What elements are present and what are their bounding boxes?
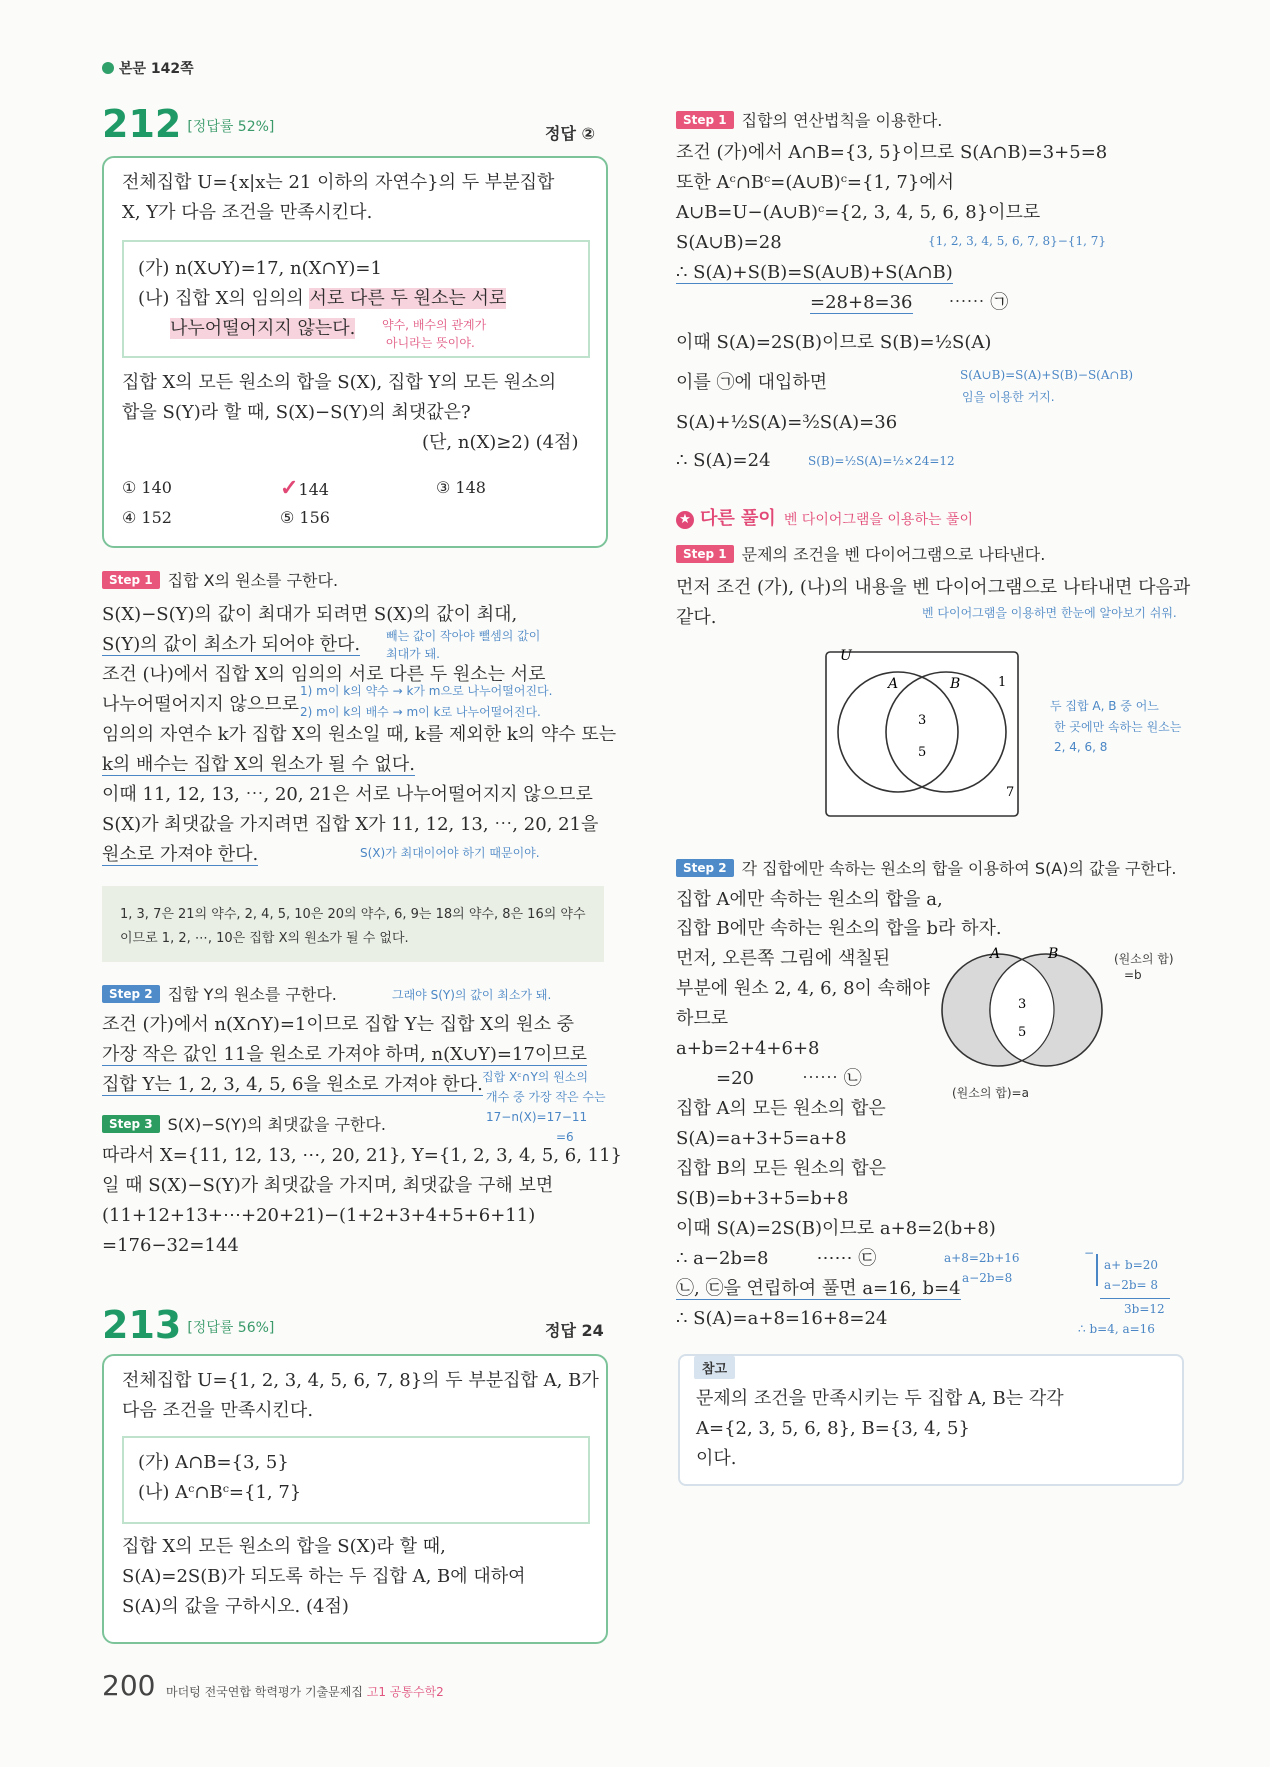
gray-note-text: 1, 3, 7은 21의 약수, 2, 4, 5, 10은 20의 약수, 6, 9는 18의 약수, 8은 16의 약수	[120, 907, 586, 922]
solution-line: 원소로 가져야 한다.	[102, 844, 259, 865]
step-3-header: Step 3 S(X)−S(Y)의 최댓값을 구한다.	[102, 1112, 386, 1135]
choice-5: ⑤ 156	[280, 508, 330, 527]
page-number: 200	[102, 1669, 156, 1702]
margin-note: 그래야 S(Y)의 값이 최소가 돼.	[392, 988, 552, 1002]
gray-note-box	[102, 886, 604, 962]
problem-number: 212	[102, 102, 182, 146]
question-text: 전체집합 U={1, 2, 3, 4, 5, 6, 7, 8}의 두 부분집합 A, B가	[122, 1370, 599, 1391]
margin-note: a−2b=8	[962, 1271, 1013, 1285]
question-text: 합을 S(Y)라 할 때, S(X)−S(Y)의 최댓값은?	[122, 402, 471, 423]
question-text: 집합 X의 모든 원소의 합을 S(X), 집합 Y의 모든 원소의	[122, 372, 557, 393]
solution-line: 조건 (가)에서 A∩B={3, 5}이므로 S(A∩B)=3+5=8	[676, 142, 1108, 163]
solution-line: 집합 A의 모든 원소의 합은	[676, 1098, 886, 1119]
element-7: 7	[1006, 785, 1015, 800]
margin-note: {1, 2, 3, 4, 5, 6, 7, 8}−{1, 7}	[928, 234, 1106, 248]
solution-line: =28+8=36	[810, 292, 913, 313]
solution-line: 따라서 X={11, 12, 13, ⋯, 20, 21}, Y={1, 2, 3, 4, 5, 6, 11}	[102, 1145, 623, 1166]
solution-line: (11+12+13+⋯+20+21)−(1+2+3+4+5+6+11)	[102, 1205, 536, 1226]
circle-icon	[102, 62, 114, 74]
solution-line: 이때 S(A)=2S(B)이므로 a+8=2(b+8)	[676, 1218, 996, 1239]
question-text: 전체집합 U={x|x는 21 이하의 자연수}의 두 부분집합	[122, 172, 555, 193]
margin-note: 2) m이 k의 배수 → m이 k로 나누어떨어진다.	[300, 705, 541, 719]
answer-label: 정답 ②	[545, 124, 596, 143]
solution-line: A∪B=U−(A∪B)ᶜ={2, 3, 4, 5, 6, 8}이므로	[676, 202, 1041, 223]
solution-line: 집합 A에만 속하는 원소의 합을 a,	[676, 889, 943, 910]
solution-line: S(X)가 최댓값을 가지려면 집합 X가 11, 12, 13, ⋯, 20, 21을	[102, 814, 599, 835]
solution-line: 집합 B에만 속하는 원소의 합을 b라 하자.	[676, 918, 1002, 939]
calc-line: a−2b= 8	[1104, 1278, 1159, 1292]
step-1-header: Step 1 집합 X의 원소를 구한다.	[102, 568, 338, 591]
solution-line: =20 ⋯⋯ ㉡	[716, 1068, 862, 1089]
correct-rate: [정답률 52%]	[187, 119, 275, 135]
solution-line: ∴ S(A)=a+8=16+8=24	[676, 1308, 888, 1329]
footer-title: 마더텅 전국연합 학력평가 기출문제집 고1 공통수학2	[166, 1685, 444, 1699]
solution-line: 같다.	[676, 607, 717, 628]
margin-note: 1) m이 k의 약수 → k가 m으로 나누어떨어진다.	[300, 684, 553, 698]
solution-line: 조건 (가)에서 n(X∩Y)=1이므로 집합 Y는 집합 X의 원소 중	[102, 1014, 575, 1035]
condition-b-cont: 나누어떨어지지 않는다.	[170, 318, 356, 339]
solution-line: 집합 Y는 1, 2, 3, 4, 5, 6을 원소로 가져야 한다.	[102, 1074, 483, 1095]
solution-line: 가장 작은 값인 11을 원소로 가져야 하며, n(X∪Y)=17이므로	[102, 1044, 588, 1065]
margin-note: S(B)=½S(A)=½×24=12	[808, 454, 955, 468]
calc-line: a+ b=20	[1104, 1258, 1159, 1272]
reference-line: A={2, 3, 5, 6, 8}, B={3, 4, 5}	[696, 1418, 970, 1439]
label-b: B	[950, 676, 961, 692]
element-5: 5	[918, 745, 927, 760]
venn-sum-a: (원소의 합)=a	[952, 1086, 1029, 1100]
question-text: S(A)의 값을 구하시오. (4점)	[122, 1596, 349, 1617]
margin-note: 개수 중 가장 작은 수는	[486, 1090, 606, 1104]
solution-line: ∴ S(A)+S(B)=S(A∪B)+S(A∩B)	[676, 262, 953, 283]
solution-line: 일 때 S(X)−S(Y)가 최댓값을 가지며, 최댓값을 구해 보면	[102, 1175, 554, 1196]
margin-note: 17−n(X)=17−11	[486, 1110, 588, 1124]
question-text: 다음 조건을 만족시킨다.	[122, 1400, 314, 1421]
calc-bracket	[1096, 1254, 1098, 1286]
alt-step-2-header: Step 2 각 집합에만 속하는 원소의 합을 이용하여 S(A)의 값을 구한다.	[676, 856, 1177, 879]
solution-line: k의 배수는 집합 X의 원소가 될 수 없다.	[102, 754, 415, 775]
element-5: 5	[1018, 1025, 1027, 1040]
question-text: S(A)=2S(B)가 되도록 하는 두 집합 A, B에 대하여	[122, 1566, 526, 1587]
solution-line: S(A)+½S(A)=³⁄₂S(A)=36	[676, 412, 898, 433]
element-1: 1	[998, 675, 1007, 690]
label-b: B	[1048, 946, 1059, 962]
reference-line: 이다.	[696, 1448, 737, 1469]
solution-line: ∴ S(A)=24	[676, 450, 771, 471]
element-3: 3	[1018, 997, 1027, 1012]
solution-line: ∴ a−2b=8 ⋯⋯ ㉢	[676, 1248, 877, 1269]
solution-line: S(B)=b+3+5=b+8	[676, 1188, 849, 1209]
step-2-header: Step 2 집합 Y의 원소를 구한다.	[102, 982, 337, 1005]
margin-note: 약수, 배수의 관계가	[382, 318, 487, 332]
margin-note: a+8=2b+16	[944, 1251, 1020, 1265]
reference-tag: 참고	[694, 1356, 735, 1379]
condition-a: (가) n(X∪Y)=17, n(X∩Y)=1	[138, 258, 382, 279]
margin-note: 빼는 값이 작아야 뺄셈의 값이	[386, 629, 541, 643]
solution-line: 이를 ㉠에 대입하면	[676, 372, 828, 393]
problem-213-header	[102, 1303, 274, 1347]
label-u: U	[840, 648, 852, 664]
calc-line: 3b=12	[1124, 1302, 1165, 1316]
problem-number: 213	[102, 1303, 182, 1347]
element-3: 3	[918, 713, 927, 728]
condition-b: (나) Aᶜ∩Bᶜ={1, 7}	[138, 1482, 302, 1503]
problem-212-header	[102, 102, 274, 146]
question-text: 집합 X의 모든 원소의 합을 S(X)라 할 때,	[122, 1536, 446, 1557]
margin-note: 집합 Xᶜ∩Y의 원소의	[482, 1070, 588, 1084]
condition-a: (가) A∩B={3, 5}	[138, 1452, 289, 1473]
calc-divider	[1100, 1298, 1170, 1299]
solution-line: 집합 B의 모든 원소의 합은	[676, 1158, 886, 1179]
calc-line: ∴ b=4, a=16	[1078, 1322, 1155, 1336]
question-text: X, Y가 다음 조건을 만족시킨다.	[122, 202, 373, 223]
solution-line: 하므로	[676, 1008, 729, 1029]
margin-note: 아니라는 뜻이야.	[386, 336, 475, 350]
right-step-1-header: Step 1 집합의 연산법칙을 이용한다.	[676, 108, 942, 131]
margin-note: S(X)가 최대이어야 하기 때문이야.	[360, 846, 540, 860]
star-icon: ★	[676, 511, 694, 529]
page-reference: 본문 142쪽	[102, 58, 194, 78]
check-icon: ✓	[280, 475, 299, 501]
solution-line: =176−32=144	[102, 1235, 239, 1256]
solution-line: 이때 11, 12, 13, ⋯, 20, 21은 서로 나누어떨어지지 않으므로	[102, 784, 593, 805]
label-a: A	[990, 946, 1001, 962]
choice-4: ④ 152	[122, 508, 172, 527]
solution-line: S(A∪B)=28	[676, 232, 782, 253]
margin-note: 벤 다이어그램을 이용하면 한눈에 알아보기 쉬워.	[922, 606, 1177, 620]
solution-line: 임의의 자연수 k가 집합 X의 원소일 때, k를 제외한 k의 약수 또는	[102, 724, 617, 745]
correct-rate: [정답률 56%]	[187, 1320, 275, 1336]
solution-line: S(A)=a+3+5=a+8	[676, 1128, 847, 1149]
solution-line: 또한 Aᶜ∩Bᶜ=(A∪B)ᶜ={1, 7}에서	[676, 172, 955, 193]
solution-line: 이때 S(A)=2S(B)이므로 S(B)=½S(A)	[676, 332, 992, 353]
margin-note: 두 집합 A, B 중 어느	[1050, 699, 1159, 713]
margin-note: 임을 이용한 거지.	[962, 390, 1055, 404]
condition-b: (나) 집합 X의 임의의 서로 다른 두 원소는 서로	[138, 288, 507, 309]
calc-minus: −	[1084, 1246, 1095, 1260]
margin-note: 최대가 돼.	[386, 647, 440, 661]
margin-note: S(A∪B)=S(A)+S(B)−S(A∩B)	[960, 368, 1134, 382]
solution-line: 나누어떨어지지 않으므로	[102, 694, 299, 715]
solution-line: 부분에 원소 2, 4, 6, 8이 속해야	[676, 978, 930, 999]
choice-2: ✓144	[280, 475, 329, 501]
choice-1: ① 140	[122, 478, 172, 497]
alt-step-1-header: Step 1 문제의 조건을 벤 다이어그램으로 나타낸다.	[676, 542, 1045, 565]
margin-note: 2, 4, 6, 8	[1054, 740, 1108, 754]
solution-line: S(X)−S(Y)의 값이 최대가 되려면 S(X)의 값이 최대,	[102, 604, 518, 625]
reference-line: 문제의 조건을 만족시키는 두 집합 A, B는 각각	[696, 1388, 1064, 1409]
margin-note: =6	[556, 1130, 574, 1144]
gray-note-text: 이므로 1, 2, ⋯, 10은 집합 X의 원소가 될 수 없다.	[120, 931, 409, 946]
solution-line: S(Y)의 값이 최소가 되어야 한다.	[102, 634, 361, 655]
solution-line: 조건 (나)에서 집합 X의 임의의 서로 다른 두 원소는 서로	[102, 664, 546, 685]
venn-sum-b: (원소의 합)	[1114, 952, 1174, 966]
choice-3: ③ 148	[436, 478, 486, 497]
question-condition: (단, n(X)≥2) (4점)	[422, 432, 579, 453]
venn-diagram-2	[934, 946, 1124, 1072]
margin-note: 한 곳에만 속하는 원소는	[1054, 720, 1182, 734]
solution-line: ㉡, ㉢을 연립하여 풀면 a=16, b=4	[676, 1278, 961, 1299]
venn-sum-b: =b	[1124, 968, 1142, 982]
venn-diagram-1	[822, 648, 1022, 820]
answer-label: 정답 24	[545, 1321, 604, 1340]
solution-line: a+b=2+4+6+8	[676, 1038, 820, 1059]
alt-solution-header: ★ 다른 풀이 벤 다이어그램을 이용하는 풀이	[676, 504, 973, 530]
solution-line: 먼저, 오른쪽 그림에 색칠된	[676, 948, 891, 969]
solution-line: 먼저 조건 (가), (나)의 내용을 벤 다이어그램으로 나타내면 다음과	[676, 577, 1191, 598]
label-a: A	[888, 676, 899, 692]
